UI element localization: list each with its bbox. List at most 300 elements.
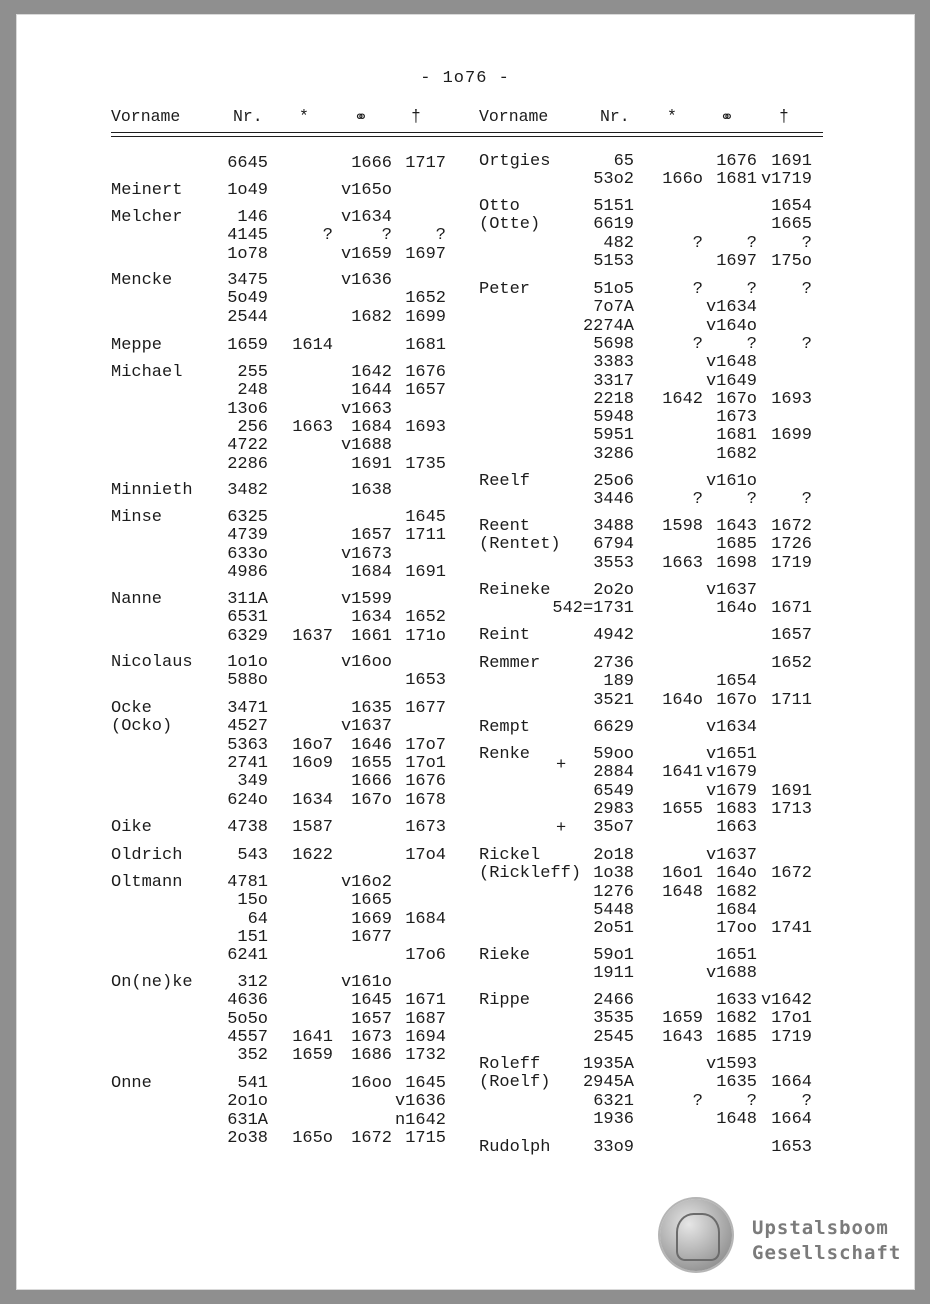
marriage-year: v1637	[340, 717, 392, 737]
record-number: 6241	[227, 946, 268, 966]
marriage-year: 1682	[716, 882, 757, 902]
record-number: 4739	[227, 526, 268, 546]
marriage-year: ?	[746, 233, 757, 253]
record-number: 6321	[593, 1091, 634, 1111]
marriage-year: 1651	[716, 946, 757, 965]
marriage-year: v1688	[705, 964, 757, 984]
entry-name: Minse	[111, 508, 163, 527]
birth-year: 1622	[292, 846, 333, 865]
marriage-year: 1642	[351, 363, 392, 382]
entry-name: Rudolph	[479, 1138, 551, 1157]
death-year: ?	[801, 490, 812, 510]
marriage-year: 1645	[351, 991, 392, 1011]
marriage-year: 1682	[716, 444, 757, 464]
marriage-year: 1657	[351, 1009, 392, 1029]
record-number: 3521	[593, 690, 634, 710]
birth-year: ?	[692, 490, 703, 510]
marriage-year: 1657	[351, 526, 392, 546]
marriage-year: v16o2	[340, 873, 392, 892]
marriage-year: 1644	[351, 381, 392, 401]
birth-year: 1614	[292, 336, 333, 355]
header-rule-double	[111, 136, 823, 137]
record-number: 2o2o	[593, 581, 634, 600]
record-number: 59oo	[593, 745, 634, 764]
record-number: 1o49	[227, 181, 268, 200]
record-number: 64	[247, 909, 268, 929]
entry-name: Rippe	[479, 991, 531, 1010]
marriage-year: 1672	[351, 1128, 392, 1148]
record-number: 248	[237, 381, 268, 401]
marriage-year: 1691	[351, 454, 392, 474]
death-year: v1642	[760, 991, 812, 1010]
birth-year: 1643	[662, 1027, 703, 1047]
record-number: 1911	[593, 964, 634, 984]
birth-year: 1634	[292, 790, 333, 810]
death-year: 1699	[771, 426, 812, 446]
death-year: 1691	[405, 562, 446, 582]
record-number: 1o38	[593, 864, 634, 884]
record-number: 311A	[227, 590, 268, 609]
record-number: 2884	[593, 763, 634, 783]
birth-year: 1648	[662, 882, 703, 902]
death-year: 1693	[771, 389, 812, 409]
entry-name: Reelf	[479, 472, 531, 491]
death-year: 1699	[405, 307, 446, 327]
marriage-year: 1698	[716, 553, 757, 573]
marriage-year: 1638	[351, 481, 392, 500]
marriage-year: 17oo	[716, 919, 757, 939]
birth-year: 1641	[662, 763, 703, 783]
entry-name: Reineke	[479, 581, 551, 600]
watermark-line-2: Gesellschaft	[752, 1242, 902, 1264]
record-number: 6619	[593, 215, 634, 235]
record-number: 4636	[227, 991, 268, 1011]
entry-name: Rempt	[479, 718, 531, 737]
entry-name: Otto	[479, 197, 520, 216]
marriage-year: v1648	[705, 353, 757, 373]
header-born-left: *	[299, 107, 309, 126]
entry-name-variant: (Rentet)	[479, 535, 561, 555]
death-year: 1671	[771, 599, 812, 619]
death-year: 1693	[405, 417, 446, 437]
record-number: 6629	[593, 718, 634, 737]
birth-year: 1637	[292, 626, 333, 646]
entry-name: Minnieth	[111, 481, 193, 500]
record-number: 2o18	[593, 846, 634, 865]
entry-name: Roleff	[479, 1055, 541, 1074]
entry-name: Nanne	[111, 590, 163, 609]
record-number: 2545	[593, 1027, 634, 1047]
death-year: 1672	[771, 517, 812, 536]
record-number: 5951	[593, 426, 634, 446]
death-year: 1717	[405, 154, 446, 173]
record-number: 5363	[227, 735, 268, 755]
entry-name: Melcher	[111, 208, 183, 227]
marriage-year: 1666	[351, 772, 392, 792]
death-year: 1657	[771, 626, 812, 645]
record-number: 312	[237, 973, 268, 992]
death-year: 17o1	[771, 1009, 812, 1029]
marriage-year: 1635	[351, 699, 392, 718]
death-year: 1672	[771, 864, 812, 884]
seal-emblem-icon	[660, 1199, 732, 1271]
death-year: 1652	[771, 654, 812, 673]
marriage-year: 1673	[716, 408, 757, 428]
marriage-year: 164o	[716, 599, 757, 619]
marriage-year: 1683	[716, 799, 757, 819]
marriage-year: 1686	[351, 1046, 392, 1066]
birth-year: 1655	[662, 799, 703, 819]
marriage-year: 1676	[716, 152, 757, 171]
entry-name: Reint	[479, 626, 531, 645]
death-year: 1664	[771, 1073, 812, 1093]
marriage-year: v1637	[705, 581, 757, 600]
record-number: 59o1	[593, 946, 634, 965]
death-year: 1691	[771, 152, 812, 171]
entry-name-variant: (Rickleff)	[479, 864, 582, 884]
record-number: 541	[237, 1074, 268, 1093]
birth-year: 1587	[292, 818, 333, 837]
marriage-year: ?	[746, 280, 757, 299]
marriage-year: v164o	[705, 316, 757, 336]
death-year: 1711	[405, 526, 446, 546]
marriage-year: 1677	[351, 927, 392, 947]
death-year: ?	[801, 1091, 812, 1111]
record-number: 5448	[593, 900, 634, 920]
marriage-year: 1635	[716, 1073, 757, 1093]
birth-year: ?	[692, 233, 703, 253]
marriage-year: ?	[746, 1091, 757, 1111]
death-year: 171o	[405, 626, 446, 646]
entry-name: Oldrich	[111, 846, 183, 865]
entry-name: Onne	[111, 1074, 152, 1093]
record-number: 3535	[593, 1009, 634, 1029]
record-number: 3482	[227, 481, 268, 500]
marriage-year: 167o	[716, 389, 757, 409]
marriage-year: v1663	[340, 399, 392, 419]
entry-name: Nicolaus	[111, 653, 193, 672]
record-number: 2544	[227, 307, 268, 327]
death-year: 1677	[405, 699, 446, 718]
birth-year: 166o	[662, 170, 703, 190]
header-rule	[111, 132, 823, 133]
entry-name: Ortgies	[479, 152, 551, 171]
record-number: 2o1o	[227, 1092, 268, 1112]
death-year: v1719	[760, 170, 812, 190]
death-year: 1732	[405, 1046, 446, 1066]
entry-name: Rieke	[479, 946, 531, 965]
marriage-year: 1682	[351, 307, 392, 327]
page-number: - 1o76 -	[420, 69, 510, 88]
marriage-year: v1679	[705, 781, 757, 801]
record-number: 4527	[227, 717, 268, 737]
entry-name: Oike	[111, 818, 152, 837]
marriage-year: 167o	[716, 690, 757, 710]
marriage-year: 164o	[716, 864, 757, 884]
entry-name-variant: (Otte)	[479, 215, 541, 235]
marriage-year: v1673	[340, 544, 392, 564]
record-number: 542=1731	[552, 599, 634, 619]
death-year: 1691	[771, 781, 812, 801]
record-number: 2741	[227, 753, 268, 773]
record-number: 3286	[593, 444, 634, 464]
birth-year: 1663	[662, 553, 703, 573]
header-died-right: †	[779, 107, 789, 126]
birth-year: 1659	[292, 1046, 333, 1066]
record-number: 189	[603, 672, 634, 692]
death-year: ?	[801, 334, 812, 354]
marriage-year: 1673	[351, 1027, 392, 1047]
record-number: 255	[237, 363, 268, 382]
record-number: 4986	[227, 562, 268, 582]
record-number: 624o	[227, 790, 268, 810]
death-year: 1678	[405, 790, 446, 810]
record-number: 1935A	[582, 1055, 634, 1074]
record-number: 6329	[227, 626, 268, 646]
record-number: 3317	[593, 371, 634, 391]
entry-name: Michael	[111, 363, 183, 382]
entry-name: Mencke	[111, 271, 173, 290]
death-year: 1697	[405, 244, 446, 264]
death-year: n1642	[394, 1110, 446, 1130]
record-number: 1659	[227, 336, 268, 355]
death-year: 1676	[405, 363, 446, 382]
death-year: 1664	[771, 1109, 812, 1129]
entry-name: Rickel	[479, 846, 541, 865]
marriage-year: 1633	[716, 991, 757, 1010]
record-number: 4781	[227, 873, 268, 892]
death-year: 17o1	[405, 753, 446, 773]
birth-year: 164o	[662, 690, 703, 710]
death-year: ?	[801, 233, 812, 253]
record-number: 2945A	[582, 1073, 634, 1093]
marriage-year: 167o	[351, 790, 392, 810]
death-year: 1726	[771, 535, 812, 555]
watermark-stamp	[660, 1199, 920, 1279]
record-number: 13o6	[227, 399, 268, 419]
entry-name: Peter	[479, 280, 531, 299]
marriage-year: 1634	[351, 608, 392, 628]
death-year: 1653	[405, 671, 446, 691]
marriage-year: 1654	[716, 672, 757, 692]
marriage-year: 1663	[716, 818, 757, 838]
record-number: 33o9	[593, 1138, 634, 1157]
record-number: 6794	[593, 535, 634, 555]
marriage-year: v1651	[705, 745, 757, 764]
record-number: 25o6	[593, 472, 634, 491]
marriage-year: ?	[381, 226, 392, 246]
record-number: 3488	[593, 517, 634, 536]
marriage-year: 1684	[716, 900, 757, 920]
marriage-year: 1643	[716, 517, 757, 536]
record-number: 633o	[227, 544, 268, 564]
death-year: 1741	[771, 919, 812, 939]
death-year: 1671	[405, 991, 446, 1011]
record-number: 65	[613, 152, 634, 171]
header-vorname-left: Vorname	[111, 107, 181, 126]
birth-year: ?	[692, 334, 703, 354]
marriage-year: v16oo	[340, 653, 392, 672]
record-number: 15o	[237, 891, 268, 911]
entry-name: Remmer	[479, 654, 541, 673]
marriage-year: v161o	[340, 973, 392, 992]
watermark-line-1: Upstalsboom	[752, 1217, 889, 1239]
record-number: 4722	[227, 436, 268, 456]
marriage-year: 1697	[716, 251, 757, 271]
record-number: 51o5	[593, 280, 634, 299]
marriage-year: v1593	[705, 1055, 757, 1074]
record-number: 2o51	[593, 919, 634, 939]
birth-year: ?	[692, 1091, 703, 1111]
marriage-year: v1599	[340, 590, 392, 609]
marriage-year: v1634	[705, 298, 757, 318]
birth-year: 1659	[662, 1009, 703, 1029]
header-nr-left: Nr.	[233, 107, 263, 126]
entry-name: Oltmann	[111, 873, 183, 892]
marriage-year: 1682	[716, 1009, 757, 1029]
entry-name: Reent	[479, 517, 531, 536]
marriage-year: v1634	[340, 208, 392, 227]
record-number: 5948	[593, 408, 634, 428]
marriage-year: 1648	[716, 1109, 757, 1129]
record-number: 6549	[593, 781, 634, 801]
record-number: 1276	[593, 882, 634, 902]
record-number: 5698	[593, 334, 634, 354]
marriage-year: 1666	[351, 154, 392, 173]
birth-year: 16o9	[292, 753, 333, 773]
marriage-year: v1636	[340, 271, 392, 290]
record-number: 6645	[227, 154, 268, 173]
death-year: 1652	[405, 289, 446, 309]
death-year: 1719	[771, 553, 812, 573]
record-number: 5o49	[227, 289, 268, 309]
header-nr-right: Nr.	[600, 107, 630, 126]
record-number: 146	[237, 208, 268, 227]
marriage-year: 1665	[351, 891, 392, 911]
record-number: 6531	[227, 608, 268, 628]
marriage-year: v1659	[340, 244, 392, 264]
death-year: 1654	[771, 197, 812, 216]
death-year: 1665	[771, 215, 812, 235]
marriage-year: v1688	[340, 436, 392, 456]
record-number: 151	[237, 927, 268, 947]
header-married-left: ⚭	[354, 108, 368, 127]
death-year: v1636	[394, 1092, 446, 1112]
plus-mark: +	[556, 756, 567, 775]
birth-year: ?	[322, 226, 333, 246]
death-year: 17o4	[405, 846, 446, 865]
record-number: 4557	[227, 1027, 268, 1047]
entry-name: Renke	[479, 745, 531, 764]
header-vorname-right: Vorname	[479, 107, 549, 126]
death-year: 1653	[771, 1138, 812, 1157]
birth-year: 1641	[292, 1027, 333, 1047]
birth-year: 16o1	[662, 864, 703, 884]
birth-year: ?	[692, 280, 703, 299]
record-number: 2o38	[227, 1128, 268, 1148]
record-number: 7o7A	[593, 298, 634, 318]
death-year: ?	[435, 226, 446, 246]
death-year: 1694	[405, 1027, 446, 1047]
entry-name: Meppe	[111, 336, 163, 355]
record-number: 4942	[593, 626, 634, 645]
marriage-year: v1679	[705, 763, 757, 783]
record-number: 3475	[227, 271, 268, 290]
record-number: 2736	[593, 654, 634, 673]
birth-year: 1598	[662, 517, 703, 536]
record-number: 2286	[227, 454, 268, 474]
death-year: 1657	[405, 381, 446, 401]
death-year: 1652	[405, 608, 446, 628]
record-number: 352	[237, 1046, 268, 1066]
record-number: 349	[237, 772, 268, 792]
marriage-year: 1669	[351, 909, 392, 929]
record-number: 5o5o	[227, 1009, 268, 1029]
marriage-year: 1684	[351, 417, 392, 437]
marriage-year: v161o	[705, 472, 757, 491]
record-number: 2983	[593, 799, 634, 819]
death-year: 1687	[405, 1009, 446, 1029]
entry-name-variant: (Roelf)	[479, 1073, 551, 1093]
record-number: 53o2	[593, 170, 634, 190]
entry-name-variant: (Ocko)	[111, 717, 173, 737]
record-number: 3446	[593, 490, 634, 510]
birth-year: 1642	[662, 389, 703, 409]
marriage-year: 1685	[716, 535, 757, 555]
death-year: 1684	[405, 909, 446, 929]
marriage-year: 1681	[716, 170, 757, 190]
birth-year: 1663	[292, 417, 333, 437]
marriage-year: 1681	[716, 426, 757, 446]
marriage-year: ?	[746, 334, 757, 354]
death-year: 1719	[771, 1027, 812, 1047]
record-number: 631A	[227, 1110, 268, 1130]
death-year: 1676	[405, 772, 446, 792]
marriage-year: 1684	[351, 562, 392, 582]
record-number: 1o78	[227, 244, 268, 264]
record-number: 35o7	[593, 818, 634, 838]
record-number: 1936	[593, 1109, 634, 1129]
record-number: 4145	[227, 226, 268, 246]
marriage-year: 16oo	[351, 1074, 392, 1093]
death-year: 1711	[771, 690, 812, 710]
birth-year: 16o7	[292, 735, 333, 755]
marriage-year: v165o	[340, 181, 392, 200]
plus-mark: +	[556, 819, 567, 838]
death-year: 17o7	[405, 735, 446, 755]
death-year: 175o	[771, 251, 812, 271]
record-number: 2466	[593, 991, 634, 1010]
marriage-year: 1655	[351, 753, 392, 773]
marriage-year: 1661	[351, 626, 392, 646]
record-number: 588o	[227, 671, 268, 691]
death-year: 1681	[405, 336, 446, 355]
record-number: 5153	[593, 251, 634, 271]
marriage-year: 1685	[716, 1027, 757, 1047]
death-year: ?	[801, 280, 812, 299]
record-number: 482	[603, 233, 634, 253]
record-number: 4738	[227, 818, 268, 837]
record-number: 6325	[227, 508, 268, 527]
marriage-year: v1634	[705, 718, 757, 737]
record-number: 543	[237, 846, 268, 865]
death-year: 17o6	[405, 946, 446, 966]
marriage-year: v1637	[705, 846, 757, 865]
death-year: 1645	[405, 508, 446, 527]
header-died-left: †	[411, 107, 421, 126]
birth-year: 165o	[292, 1128, 333, 1148]
record-number: 2274A	[582, 316, 634, 336]
